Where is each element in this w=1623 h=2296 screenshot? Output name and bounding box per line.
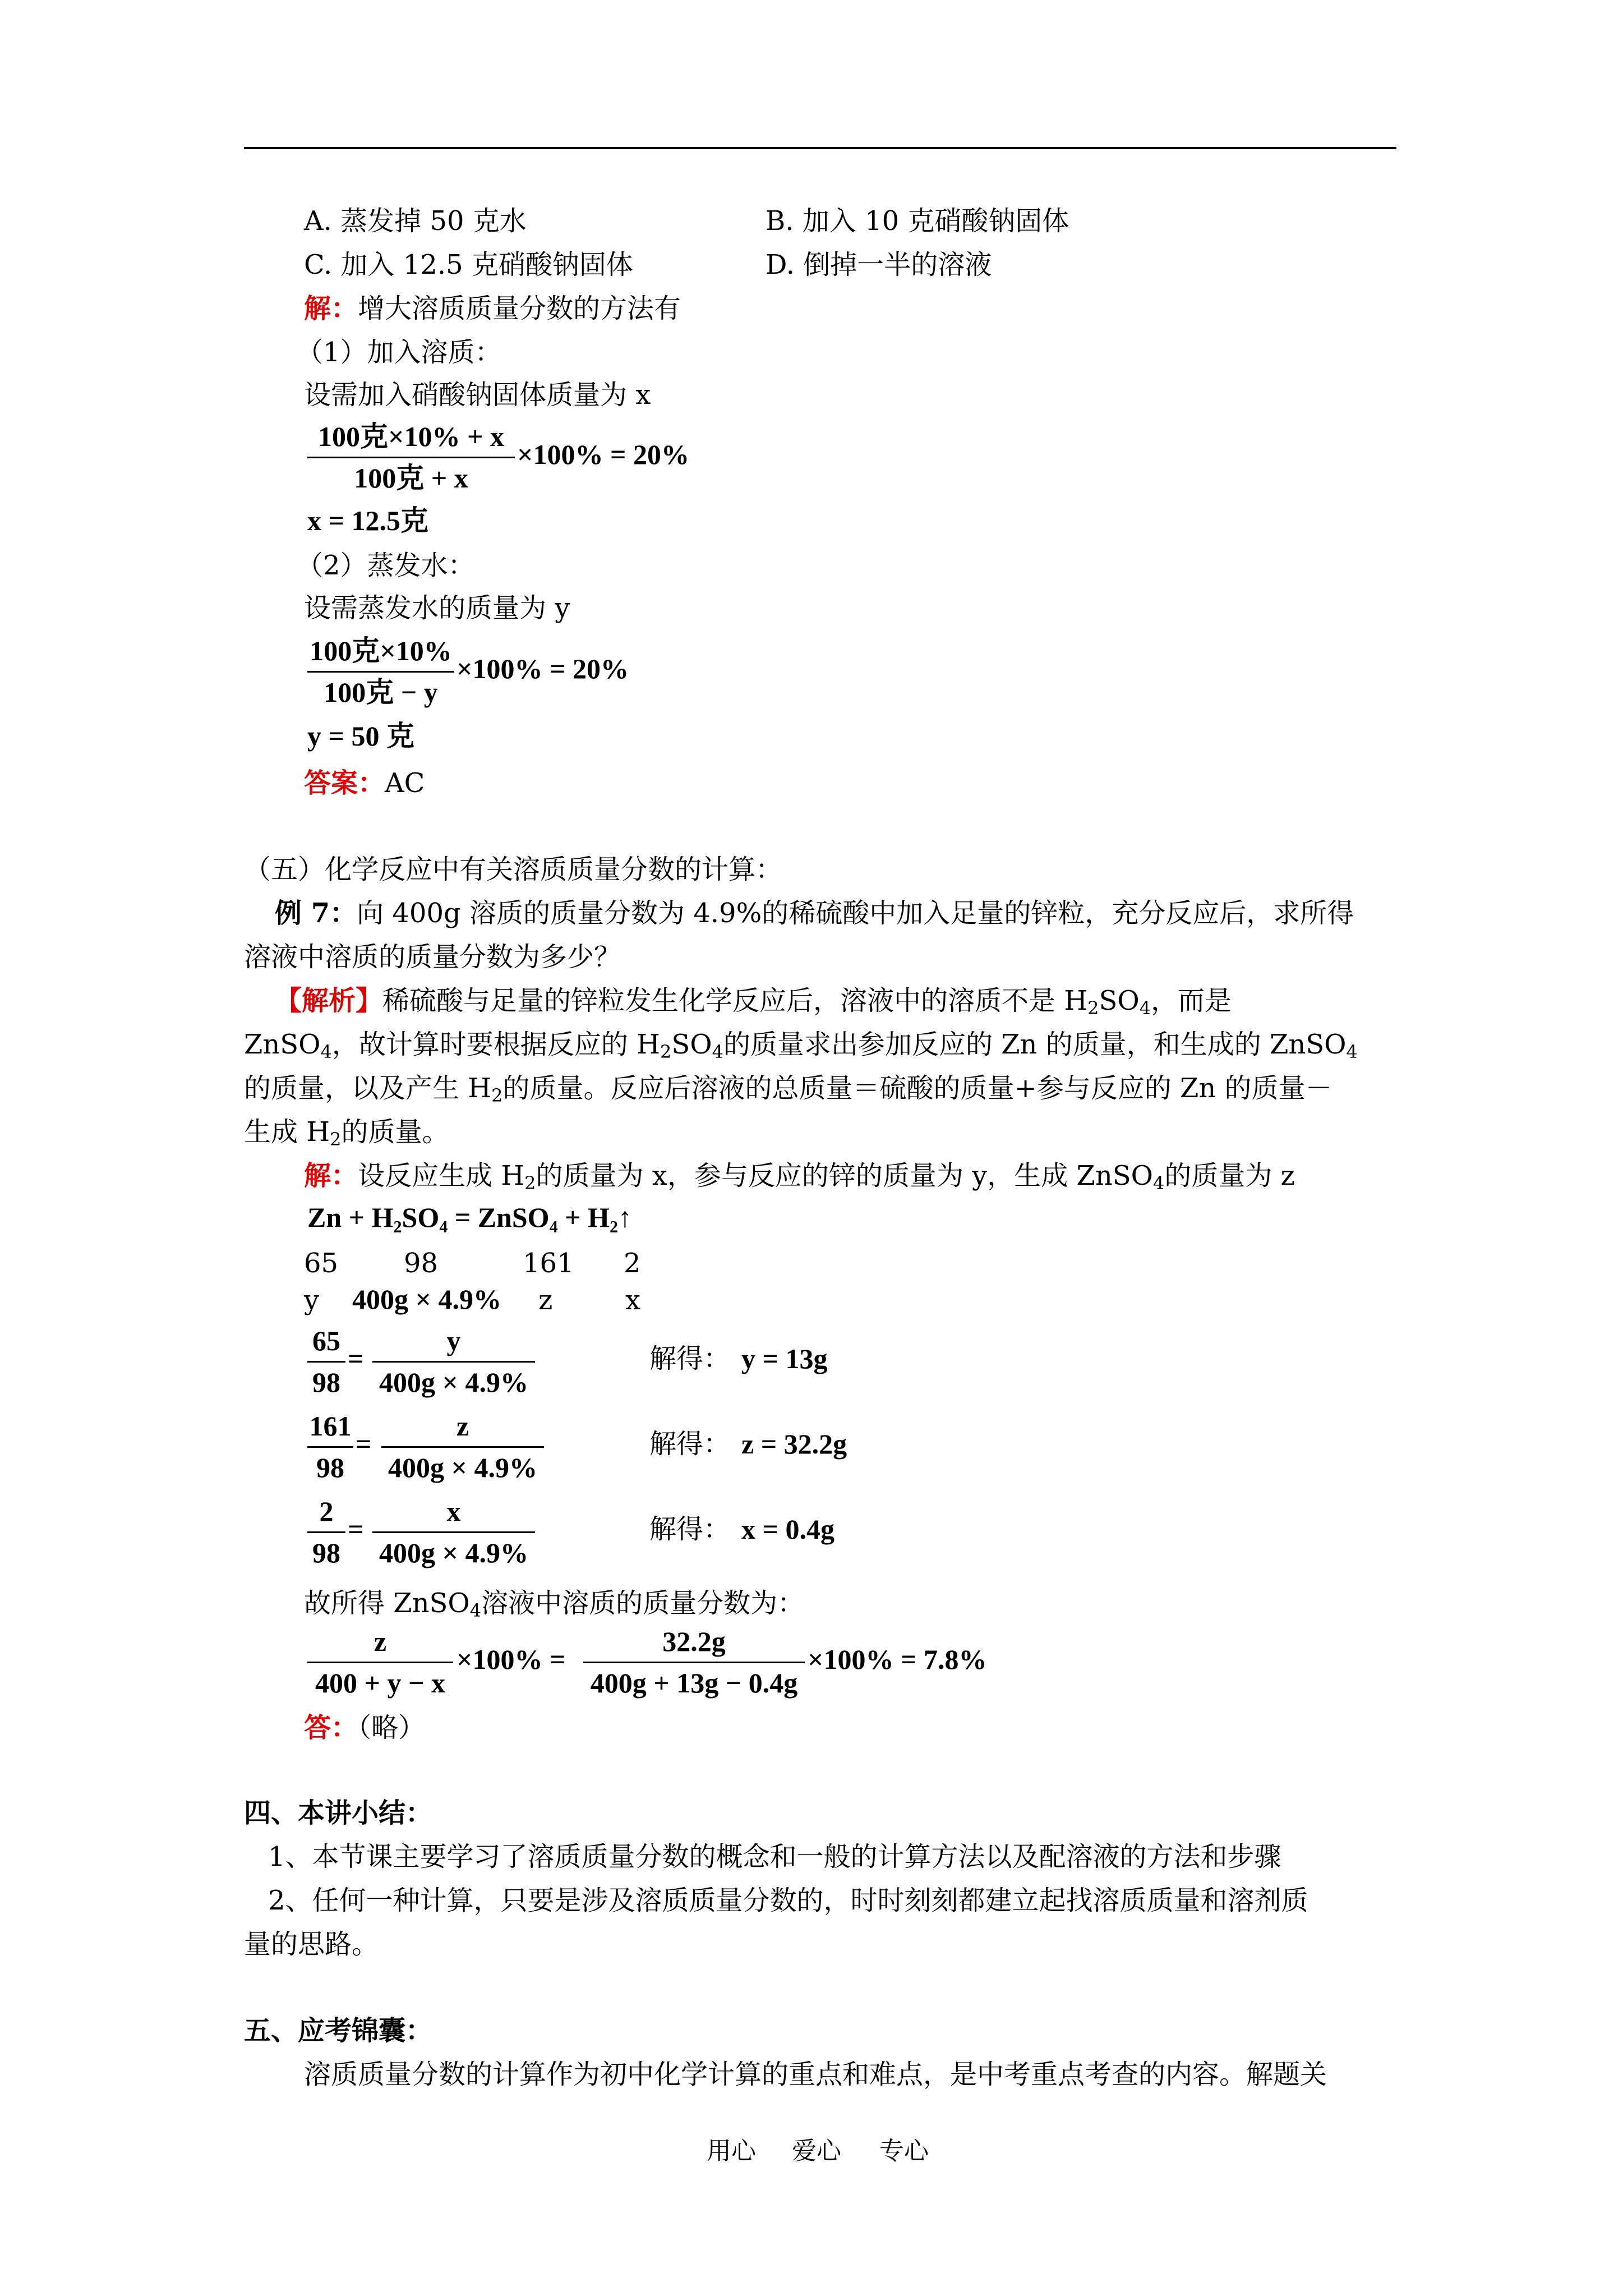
ratio3-result: x = 0.4g xyxy=(741,1513,834,1545)
subscript: 4 xyxy=(712,1041,723,1062)
method2-set: 设需蒸发水的质量为 y xyxy=(304,592,570,624)
fraction-bar xyxy=(307,1446,353,1448)
fraction-bar xyxy=(307,671,454,673)
subscript: 2 xyxy=(491,1085,503,1106)
final-intro xyxy=(304,1586,804,1620)
ratio-numerator: x xyxy=(446,1496,461,1527)
molar-mass-h2so4: 98 xyxy=(404,1248,439,1279)
ratio2-left xyxy=(307,1409,353,1488)
analysis-text: 稀硫酸与足量的锌粒发生化学反应后，溶液中的溶质不是 H xyxy=(382,985,1088,1016)
subscript: 4 xyxy=(469,1600,482,1621)
section5b-heading: 五、应考锦囊： xyxy=(244,2015,433,2046)
unknown-y: y xyxy=(304,1285,320,1316)
sol2-answer-line xyxy=(304,1711,425,1745)
final-fraction-2 xyxy=(583,1625,805,1703)
ratio-numerator: 161 xyxy=(309,1410,352,1442)
final-denominator: 400 + y − x xyxy=(315,1667,445,1699)
final-numerator: z xyxy=(374,1626,387,1657)
analysis-text: ，故计算时要根据反应的 H xyxy=(331,1029,660,1060)
summary-point-1: 1、本节课主要学习了溶质质量分数的概念和一般的计算方法以及配溶液的方法和步骤 xyxy=(268,1841,1281,1872)
unknown-z: z xyxy=(538,1285,553,1316)
final-fraction-1 xyxy=(307,1625,453,1703)
subscript: 2 xyxy=(1087,997,1099,1019)
eq1-denominator: 100克 + x xyxy=(354,462,468,494)
option-d: D. 倒掉一半的溶液 xyxy=(766,249,992,280)
ratio-denominator: 98 xyxy=(312,1537,340,1568)
eq2-denominator: 100克 − y xyxy=(324,677,438,708)
section5-heading: （五）化学反应中有关溶质质量分数的计算： xyxy=(244,854,783,885)
analysis-text: SO xyxy=(671,1029,712,1060)
summary-point-2-cont: 量的思路。 xyxy=(244,1929,379,1960)
fraction-bar xyxy=(381,1446,544,1448)
analysis-text: ，而是 xyxy=(1151,985,1232,1016)
final-rhs: ×100% = 7.8% xyxy=(808,1644,987,1675)
example7-label: 例 7： xyxy=(275,898,357,929)
section4-heading: 四、本讲小结： xyxy=(244,1797,433,1829)
example7-line1 xyxy=(275,896,1354,930)
final-text: 溶液中溶质的质量分数为： xyxy=(481,1588,805,1619)
sol1-answer-label: 答案： xyxy=(304,767,385,799)
fraction-bar xyxy=(372,1361,535,1363)
ratio-denominator: 98 xyxy=(312,1366,340,1398)
example7-text: 向 400g 溶质的质量分数为 4.9%的稀硫酸中加入足量的锌粒，充分反应后，求所得 xyxy=(357,898,1354,929)
ratio2-solve: 解得： xyxy=(649,1428,731,1460)
eq2-result: y = 50 克 xyxy=(307,720,414,752)
analysis-text: ZnSO xyxy=(244,1029,321,1060)
method1-title: （1）加入溶质： xyxy=(296,337,502,368)
sol2-line xyxy=(304,1159,1295,1193)
footer-text-3: 专心 xyxy=(879,2137,929,2165)
sol2-answer-label: 答： xyxy=(304,1712,358,1743)
footer-text-1: 用心 xyxy=(707,2137,756,2165)
analysis-line1 xyxy=(275,984,1232,1018)
sol2-text: 设反应生成 H xyxy=(358,1160,525,1191)
subscript: 2 xyxy=(524,1172,536,1194)
known-acid-mass: 400g × 4.9% xyxy=(352,1283,501,1315)
fraction-bar xyxy=(307,457,515,458)
subscript: 2 xyxy=(660,1041,672,1062)
fraction-bar xyxy=(307,1662,453,1663)
analysis-text: SO xyxy=(1099,985,1140,1016)
ratio2-right xyxy=(381,1409,544,1488)
option-a: A. 蒸发掉 50 克水 xyxy=(304,205,527,237)
exam-tips-text: 溶质质量分数的计算作为初中化学计算的重点和难点，是中考重点考查的内容。解题关 xyxy=(304,2059,1327,2090)
molar-mass-zn: 65 xyxy=(304,1248,339,1279)
ratio1-result: y = 13g xyxy=(741,1343,828,1374)
summary-point-2: 2、任何一种计算，只要是涉及溶质质量分数的，时时刻刻都建立起找溶质质量和溶剂质 xyxy=(268,1885,1308,1916)
sol2-answer: （略） xyxy=(358,1712,426,1743)
method2-title: （2）蒸发水： xyxy=(296,550,475,581)
ratio-denominator: 98 xyxy=(316,1452,344,1483)
eq2-rhs: ×100% = 20% xyxy=(457,653,629,684)
final-denominator: 400g + 13g − 0.4g xyxy=(590,1667,798,1699)
eq1-numerator: 100克×10% + x xyxy=(318,421,504,452)
ratio1-right xyxy=(372,1324,535,1402)
ratio1-solve: 解得： xyxy=(649,1343,731,1374)
fraction-bar xyxy=(583,1662,805,1663)
sol1-line xyxy=(304,292,681,325)
analysis-text: 的质量。 xyxy=(341,1116,449,1148)
ratio-denominator: 400g × 4.9% xyxy=(388,1452,537,1483)
analysis-line2 xyxy=(244,1028,1358,1061)
method1-set: 设需加入硝酸钠固体质量为 x xyxy=(304,379,651,411)
molar-mass-h2: 2 xyxy=(624,1248,641,1279)
subscript: 4 xyxy=(1152,1172,1165,1194)
analysis-text: 生成 H xyxy=(244,1116,330,1148)
ratio3-left xyxy=(307,1494,345,1573)
sol1-answer-line xyxy=(304,766,425,800)
ratio3-right xyxy=(372,1494,535,1573)
eq1-fraction xyxy=(307,420,515,498)
final-text: 故所得 ZnSO xyxy=(304,1588,470,1619)
analysis-line4 xyxy=(244,1115,449,1149)
footer-text-2: 爱心 xyxy=(792,2137,841,2165)
analysis-text: 的质量。反应后溶液的总质量＝硫酸的质量+参与反应的 Zn 的质量－ xyxy=(502,1073,1332,1104)
equals-sign: = xyxy=(348,1513,364,1545)
eq2-fraction xyxy=(307,634,454,712)
ratio-numerator: z xyxy=(456,1410,469,1442)
equals-sign: = xyxy=(348,1343,364,1374)
sol2-text: 的质量为 x，参与反应的锌的质量为 y，生成 ZnSO xyxy=(536,1160,1153,1191)
final-numerator: 32.2g xyxy=(662,1626,726,1657)
analysis-text: 的质量，以及产生 H xyxy=(244,1073,492,1104)
sol1-intro: 增大溶质质量分数的方法有 xyxy=(358,293,681,324)
analysis-label: 【解析】 xyxy=(275,985,383,1016)
subscript: 2 xyxy=(330,1129,342,1150)
fraction-bar xyxy=(372,1531,535,1533)
ratio-denominator: 400g × 4.9% xyxy=(379,1537,528,1568)
final-middle: ×100% = xyxy=(457,1644,566,1675)
equals-sign: = xyxy=(356,1428,372,1460)
unknown-x: x xyxy=(625,1285,641,1316)
option-b: B. 加入 10 克硝酸钠固体 xyxy=(766,205,1069,237)
reaction-equation: Zn + H₂SO₄ = ZnSO₄ + H₂↑ xyxy=(307,1202,632,1233)
sol1-answer: AC xyxy=(385,767,425,799)
ratio1-left xyxy=(307,1324,345,1402)
eq2-numerator: 100克×10% xyxy=(310,635,452,666)
ratio-numerator: 2 xyxy=(319,1496,334,1527)
example7-line2: 溶液中溶质的质量分数为多少？ xyxy=(244,941,621,973)
ratio-numerator: y xyxy=(446,1325,461,1356)
ratio3-solve: 解得： xyxy=(649,1513,731,1545)
eq1-rhs: ×100% = 20% xyxy=(517,439,689,470)
sol2-label: 解： xyxy=(304,1160,358,1191)
fraction-bar xyxy=(307,1361,345,1363)
fraction-bar xyxy=(307,1531,345,1533)
ratio2-result: z = 32.2g xyxy=(741,1428,847,1460)
sol2-text: 的质量为 z xyxy=(1164,1160,1295,1191)
subscript: 4 xyxy=(1346,1041,1358,1062)
molar-mass-znso4: 161 xyxy=(523,1248,574,1279)
header-rule xyxy=(244,147,1396,149)
subscript: 4 xyxy=(1139,997,1151,1019)
subscript: 4 xyxy=(320,1041,332,1062)
analysis-line3 xyxy=(244,1071,1332,1105)
option-c: C. 加入 12.5 克硝酸钠固体 xyxy=(304,249,633,280)
ratio-denominator: 400g × 4.9% xyxy=(379,1366,528,1398)
sol1-label: 解： xyxy=(304,293,358,324)
eq1-result: x = 12.5克 xyxy=(307,505,428,536)
ratio-numerator: 65 xyxy=(312,1325,340,1356)
analysis-text: 的质量求出参加反应的 Zn 的质量，和生成的 ZnSO xyxy=(723,1029,1347,1060)
